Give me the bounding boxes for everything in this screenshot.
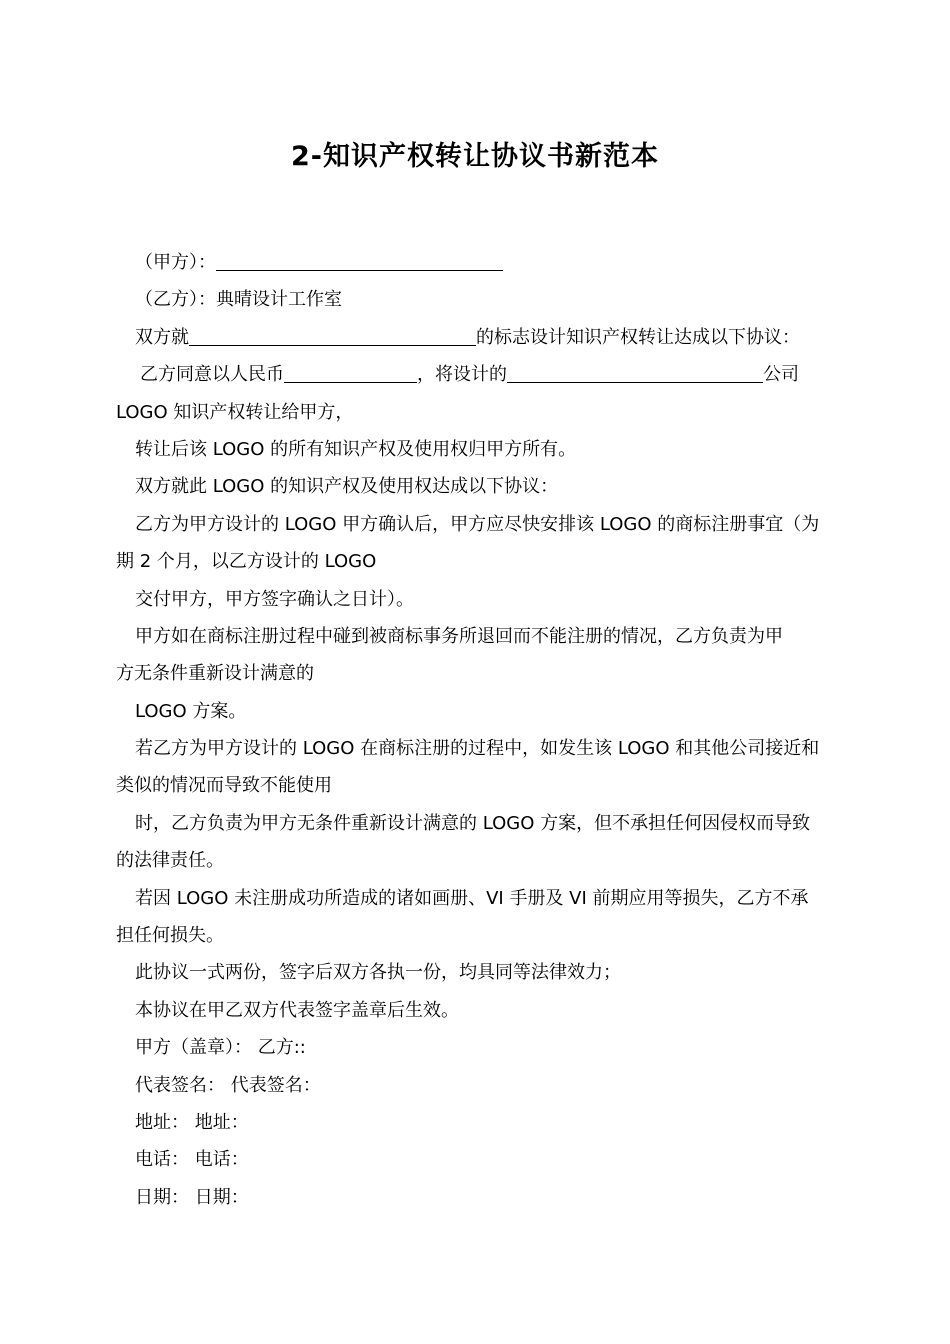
price-line <box>116 360 838 397</box>
sign-seal-line: 甲方（盖章）： 乙方:: <box>135 1037 306 1059</box>
clause-2-line-1: 甲方如在商标注册过程中碰到被商标事务所退回而不能注册的情况，乙方负责为甲 <box>135 625 783 647</box>
price-prefix: 乙方同意以人民币 <box>140 364 284 386</box>
sign-date-line: 日期： 日期： <box>135 1186 249 1208</box>
clause-3-line-2: 类似的情况而导致不能使用 <box>116 775 332 797</box>
company-blank[interactable] <box>507 364 763 383</box>
clause-4-line-2: 担任何损失。 <box>116 925 224 947</box>
effective-line: 本协议在甲乙双方代表签字盖章后生效。 <box>135 999 459 1021</box>
clause-3-line-3: 时，乙方负责为甲方无条件重新设计满意的 LOGO 方案，但不承担任何因侵权而导致 <box>135 812 811 834</box>
sign-representative-line: 代表签名： 代表签名： <box>135 1074 321 1096</box>
rights-line: 转让后该 LOGO 的所有知识产权及使用权归甲方所有。 <box>135 438 577 460</box>
clause-1-line-3: 交付甲方，甲方签字确认之日计）。 <box>135 588 414 610</box>
clause-2-line-2: 方无条件重新设计满意的 <box>116 663 314 685</box>
agree-line: 双方就此 LOGO 的知识产权及使用权达成以下协议： <box>135 476 559 498</box>
party-b-line: （乙方）：典晴设计工作室 <box>135 289 342 311</box>
copies-line: 此协议一式两份，签字后双方各执一份，均具同等法律效力； <box>135 962 621 984</box>
project-blank[interactable] <box>189 327 476 346</box>
sign-phone-line: 电话： 电话： <box>135 1149 249 1171</box>
sign-address-line: 地址： 地址： <box>135 1111 249 1133</box>
price-continuation: LOGO 知识产权转让给甲方， <box>116 401 354 423</box>
intro-line <box>116 323 838 360</box>
clause-3-line-4: 的法律责任。 <box>116 850 224 872</box>
price-blank[interactable] <box>284 364 417 383</box>
document-body <box>116 248 838 1220</box>
document-title: 2-知识产权转让协议书新范本 <box>291 141 659 172</box>
clause-1-line-1: 乙方为甲方设计的 LOGO 甲方确认后，甲方应尽快安排该 LOGO 的商标注册事宜（为 <box>135 513 820 535</box>
party-a-line <box>116 248 838 285</box>
clause-2-line-3: LOGO 方案。 <box>135 700 247 722</box>
party-a-blank[interactable] <box>216 252 503 271</box>
party-a-label: （甲方）： <box>135 252 216 273</box>
price-mid: ，将设计的 <box>417 364 507 386</box>
clause-3-line-1: 若乙方为甲方设计的 LOGO 在商标注册的过程中，如发生该 LOGO 和其他公司接近和 <box>135 738 820 760</box>
price-suffix: 公司 <box>763 364 799 386</box>
intro-prefix: 双方就 <box>135 326 189 348</box>
intro-suffix: 的标志设计知识产权转让达成以下协议： <box>476 326 800 348</box>
clause-4-line-1: 若因 LOGO 未注册成功所造成的诸如画册、VI 手册及 VI 前期应用等损失，乙方不承 <box>135 887 809 909</box>
clause-1-line-2: 期 2 个月，以乙方设计的 LOGO <box>116 551 377 573</box>
